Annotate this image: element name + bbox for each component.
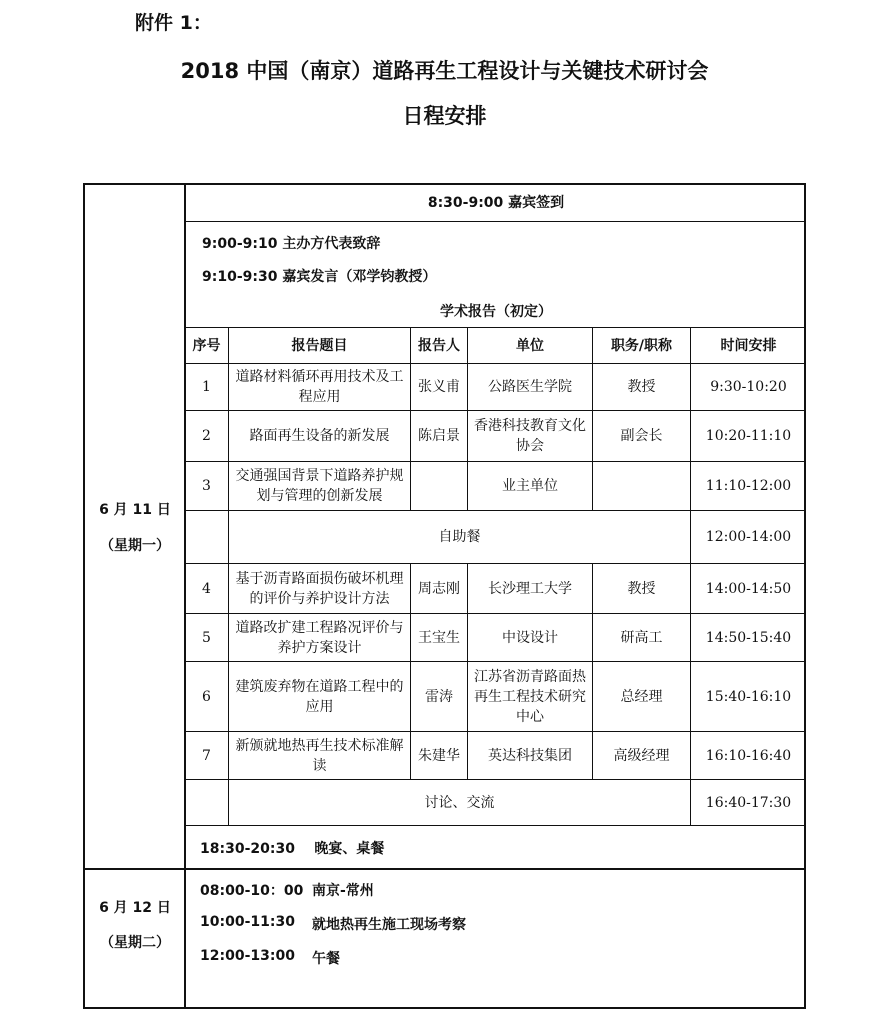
day-divider <box>83 868 806 870</box>
day2-weekday: （星期二） <box>100 935 170 951</box>
row-topic: 路面再生设备的新发展 <box>249 428 390 444</box>
row-time: 10:20-11:10 <box>705 428 792 444</box>
row-no: 6 <box>202 688 211 705</box>
row-no: 4 <box>202 580 211 597</box>
row-no: 5 <box>202 629 211 646</box>
row-speaker: 朱建华 <box>418 747 460 764</box>
row-unit: 公路医生学院 <box>488 379 572 395</box>
row-time: 15:40-16:10 <box>705 688 792 705</box>
row-no: 2 <box>202 428 211 444</box>
row-unit: 江苏省沥青路面热再生工程技术研究中心 <box>474 668 586 725</box>
day1-weekday: （星期一） <box>100 538 170 554</box>
row-unit: 中设设计 <box>502 629 558 646</box>
row-title: 高级经理 <box>613 747 670 764</box>
day2-item-time: 12:00-13:00 <box>200 948 295 964</box>
row-speaker: 王宝生 <box>418 629 460 646</box>
document-title: 2018 中国（南京）道路再生工程设计与关键技术研讨会 <box>180 59 709 83</box>
lunch-time: 12:00-14:00 <box>705 529 792 545</box>
row-time: 11:10-12:00 <box>705 478 792 494</box>
day2-item-desc: 南京-常州 <box>312 883 374 899</box>
header-no: 序号 <box>192 337 221 354</box>
header-time: 时间安排 <box>720 337 777 354</box>
row-unit: 长沙理工大学 <box>488 580 572 597</box>
row-speaker: 周志刚 <box>418 580 460 597</box>
header-speaker: 报告人 <box>418 337 460 354</box>
row-no: 7 <box>202 747 211 764</box>
header-topic: 报告题目 <box>291 337 348 354</box>
day2-item-desc: 午餐 <box>312 951 340 967</box>
row-topic: 基于沥青路面损伤破坏机理的评价与养护设计方法 <box>235 570 404 607</box>
discussion-time: 16:40-17:30 <box>705 794 792 811</box>
row-speaker: 雷涛 <box>425 688 453 705</box>
row-no: 1 <box>202 379 211 395</box>
day2-date: 6 月 12 日 <box>99 900 171 916</box>
row-time: 14:50-15:40 <box>705 629 792 646</box>
row-title: 教授 <box>627 379 656 395</box>
header-title: 职务/职称 <box>610 337 673 354</box>
guest-speech-line: 9:10-9:30 嘉宾发言（邓学钧教授） <box>202 269 437 285</box>
day2-item-time: 10:00-11:30 <box>200 914 295 930</box>
section-title: 学术报告（初定） <box>440 304 552 320</box>
row-title: 总经理 <box>620 688 663 705</box>
row-title <box>593 462 690 510</box>
row-divider <box>185 221 806 222</box>
day1-date: 6 月 11 日 <box>99 502 171 518</box>
signin-row: 8:30-9:00 嘉宾签到 <box>427 194 565 211</box>
row-speaker <box>411 462 467 510</box>
dinner-line: 18:30-20:30 晚宴、桌餐 <box>200 841 385 857</box>
day2-item-desc: 就地热再生施工现场考察 <box>312 917 466 933</box>
row-no: 3 <box>202 478 211 494</box>
header-unit: 单位 <box>516 337 544 354</box>
discussion-label: 讨论、交流 <box>424 794 495 811</box>
row-speaker: 张义甫 <box>418 379 460 395</box>
row-speaker: 陈启景 <box>418 428 460 444</box>
lunch-label: 自助餐 <box>438 529 481 545</box>
row-title: 副会长 <box>620 428 663 444</box>
row-time: 16:10-16:40 <box>705 747 792 764</box>
row-time: 14:00-14:50 <box>705 580 792 597</box>
row-unit: 业主单位 <box>502 478 558 494</box>
row-topic: 建筑废弃物在道路工程中的应用 <box>235 678 404 715</box>
row-divider <box>185 825 806 826</box>
document-subtitle: 日程安排 <box>402 104 487 128</box>
row-title: 研高工 <box>620 629 663 646</box>
row-topic: 交通强国背景下道路养护规划与管理的创新发展 <box>235 468 404 504</box>
day2-item-time: 08:00-10：00 <box>200 883 304 899</box>
row-topic: 道路材料循环再用技术及工程应用 <box>235 369 404 405</box>
row-title: 教授 <box>627 580 656 597</box>
attachment-label: 附件 1： <box>135 12 212 34</box>
row-time: 9:30-10:20 <box>710 379 787 395</box>
row-topic: 道路改扩建工程路况评价与养护方案设计 <box>235 619 404 656</box>
row-topic: 新颁就地热再生技术标准解读 <box>235 737 404 774</box>
opening-line: 9:00-9:10 主办方代表致辞 <box>202 236 381 252</box>
row-unit: 英达科技集团 <box>488 747 572 764</box>
row-unit: 香港科技教育文化协会 <box>474 418 586 454</box>
